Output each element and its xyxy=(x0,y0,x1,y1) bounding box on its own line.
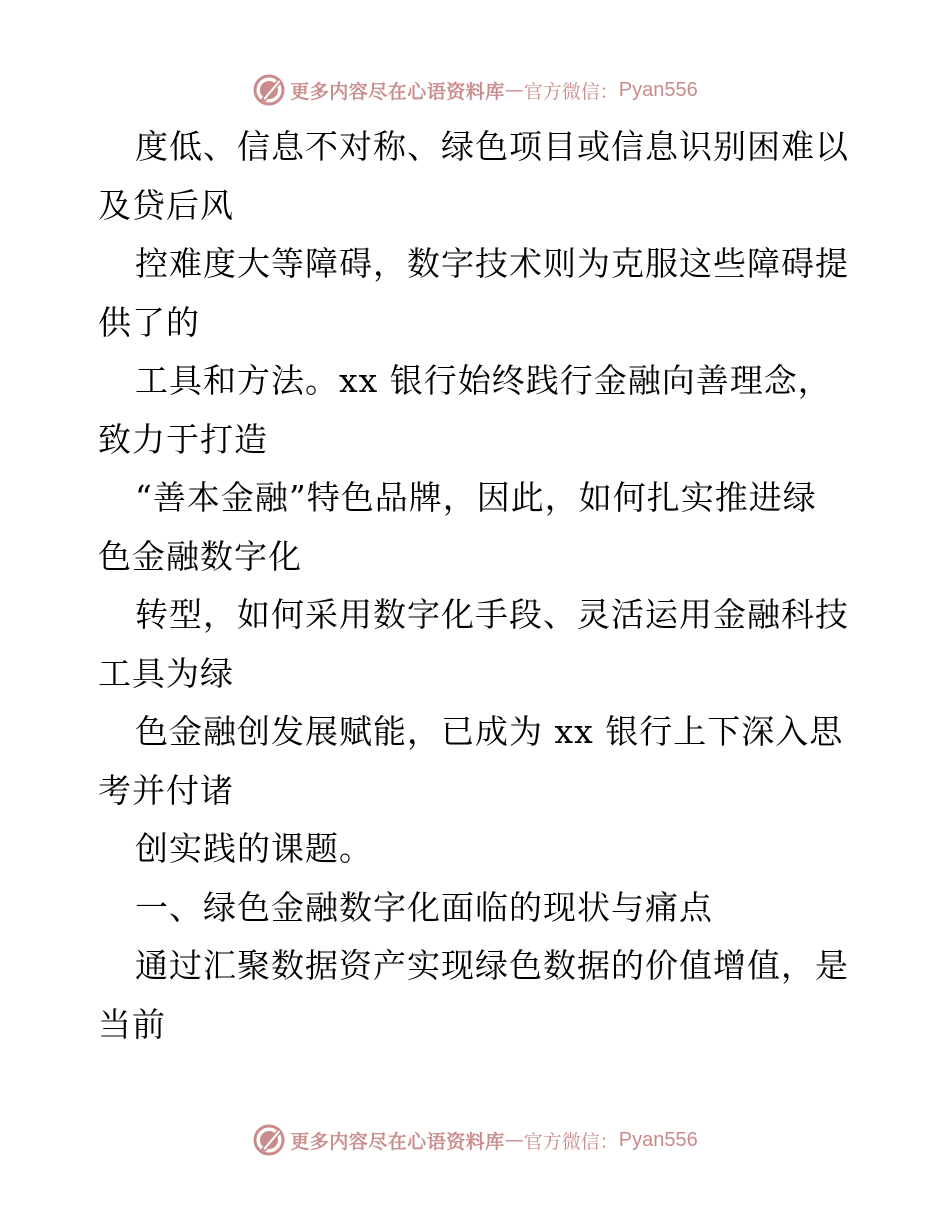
body-line: “善本金融”特色品牌，因此，如何扎实推进绿 xyxy=(135,478,817,517)
body-line: 控难度大等障碍，数字技术则为克服这些障碍提 xyxy=(135,244,849,283)
body-line: 色金融数字化 xyxy=(98,536,302,576)
header-banner xyxy=(0,70,950,110)
header-banner-inner xyxy=(252,73,698,107)
section-heading: 一、绿色金融数字化面临的现状与痛点 xyxy=(135,887,713,927)
document-body xyxy=(98,118,858,1054)
body-line: 致力于打造 xyxy=(98,419,268,459)
header-banner-text: 更多内容尽在心语资料库 xyxy=(290,80,505,103)
header-wechat-label: 官方微信： xyxy=(523,80,619,103)
body-line: 色金融创发展赋能，已成为 xx 银行上下深入思 xyxy=(135,712,844,751)
body-line: 供了的 xyxy=(98,302,200,342)
footer-banner-inner xyxy=(252,1123,698,1157)
body-line: 工具为绿 xyxy=(98,653,234,693)
body-line: 及贷后风 xyxy=(98,185,234,225)
footer-banner-dash: — xyxy=(504,1129,524,1151)
header-banner-dash: — xyxy=(504,79,524,101)
pen-logo-icon xyxy=(252,1123,286,1157)
footer-wechat-label: 官方微信： xyxy=(523,1130,619,1153)
footer-banner-text: 更多内容尽在心语资料库 xyxy=(290,1130,505,1153)
body-line: 创实践的课题。 xyxy=(135,829,373,868)
header-wechat-id: Pyan556 xyxy=(618,78,698,101)
body-line: 度低、信息不对称、绿色项目或信息识别困难以 xyxy=(135,127,849,166)
body-line: 通过汇聚数据资产实现绿色数据的价值增值，是 xyxy=(135,946,849,985)
body-line: 工具和方法。xx 银行始终践行金融向善理念， xyxy=(135,361,832,400)
footer-wechat-id: Pyan556 xyxy=(618,1128,698,1151)
body-line: 转型，如何采用数字化手段、灵活运用金融科技 xyxy=(135,595,849,634)
pen-logo-icon xyxy=(252,73,286,107)
body-line: 考并付诸 xyxy=(98,770,234,810)
footer-banner xyxy=(0,1120,950,1160)
body-line: 当前 xyxy=(98,1004,166,1044)
